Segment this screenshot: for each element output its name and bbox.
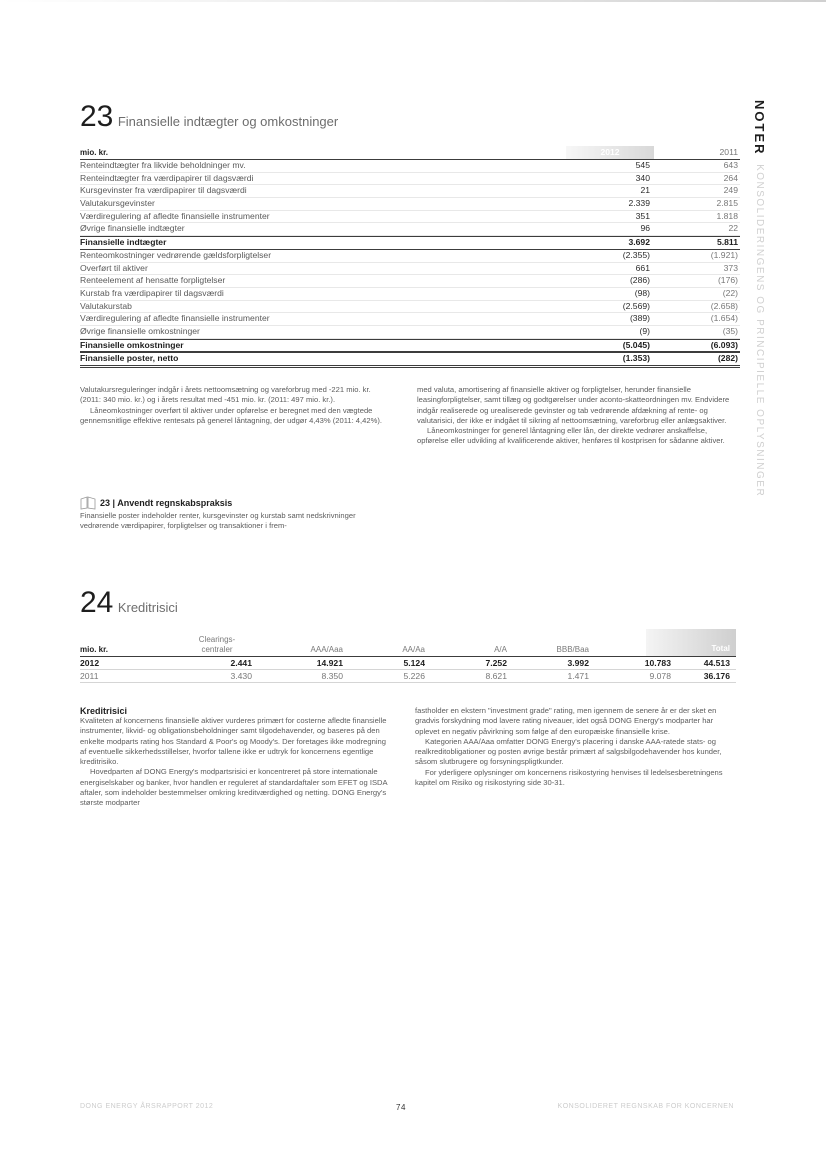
- row-label: Renteomkostninger vedrørende gældsforpligtelser: [80, 249, 272, 260]
- cell-value: 10.783: [644, 658, 671, 668]
- note24-number: 24: [80, 586, 114, 619]
- note24-text-left-block: [80, 706, 390, 809]
- cell-value: 5.226: [403, 671, 425, 681]
- side-label-light: KONSOLIDERINGENS OG PRINCIPIELLE OPLYSNINGER: [754, 164, 765, 498]
- top-rule: [0, 0, 826, 2]
- cell-value: 7.252: [485, 658, 507, 668]
- policy-block: [80, 496, 390, 532]
- page-number: 74: [396, 1103, 406, 1112]
- column-header: AA/Aa: [402, 645, 425, 654]
- row-label: Kursgevinster fra værdipapirer til dagsværdi: [80, 185, 247, 196]
- note23-title: Finansielle indtægter og omkostninger: [117, 114, 339, 129]
- table-row: [80, 211, 740, 224]
- table-row: [80, 185, 740, 198]
- table-header-row: [80, 146, 740, 160]
- table-row: [80, 301, 740, 314]
- paragraph: Låneomkostninger for generel låntagning eller lån, der direkte vedrører anskaffelse, opførelse eller udvikling af kvalificerende aktiver, henføres til kostprisen for sådanne aktiver.: [417, 426, 725, 446]
- row-label: Kurstab fra værdipapirer til dagsværdi: [80, 287, 224, 298]
- side-section-label: [752, 100, 776, 498]
- value-2012: 545: [635, 160, 650, 170]
- value-2011: 249: [723, 185, 738, 196]
- table-row: [80, 288, 740, 301]
- table-row: [80, 160, 740, 173]
- row-label: Valutakurstab: [80, 300, 132, 311]
- value-2011: (2.658): [710, 300, 738, 311]
- table-row: [80, 223, 740, 236]
- value-2012: (2.569): [622, 300, 650, 311]
- value-2012: 2.339: [628, 198, 650, 209]
- row-label: Værdiregulering af afledte finansielle instrumenter: [80, 210, 270, 221]
- col-2012-header: 2012: [566, 146, 654, 159]
- column-header: Total: [646, 629, 736, 656]
- value-2012: (9): [639, 325, 650, 336]
- note24-table: [80, 628, 736, 683]
- row-label: Værdiregulering af afledte finansielle instrumenter: [80, 313, 270, 324]
- note24-heading: [80, 586, 178, 620]
- cell-value: 3.992: [567, 658, 589, 668]
- note23-text-left: [80, 385, 390, 426]
- row-year: 2012: [80, 658, 100, 668]
- row-label: Øvrige finansielle omkostninger: [80, 325, 200, 336]
- table-row: [80, 352, 740, 368]
- cell-value: 8.350: [321, 671, 343, 681]
- value-2011: 5.811: [716, 237, 738, 248]
- cell-value: 8.621: [485, 671, 507, 681]
- cell-value: 2.441: [230, 658, 252, 668]
- row-label: Valutakursgevinster: [80, 198, 155, 209]
- note23-number: 23: [80, 100, 114, 133]
- value-2011: (282): [717, 353, 738, 364]
- cell-value: 14.921: [316, 658, 343, 668]
- paragraph: Kvaliteten af koncernens finansielle aktiver vurderes primært for costerne afledte finansielle instrumenter, likvid- og obligationsbeholdninger samt tilgodehavender, og baseres på den enkelte modparts rating hos Standard & Poor's og Moody's. Der foretages ikke modregning af eventuelle sikkerhedsstillelser, hvorfor tallene ikke er udtryk for koncernens egentlige kreditrisiko.: [80, 716, 387, 767]
- value-2012: 340: [635, 172, 650, 183]
- paragraph: Kategorien AAA/Aaa omfatter DONG Energy's placering i danske AAA-ratede stats- og realkreditobligationer og posten øvrige består primært af salgsbilgodehavender hos kunder, såsom slutbrugere og forsyningspligtkunder.: [415, 736, 722, 767]
- table-row: [80, 326, 740, 339]
- value-2011: 22: [728, 223, 738, 234]
- side-label-bold: NOTER: [752, 100, 767, 156]
- row-label: Finansielle omkostninger: [80, 339, 184, 350]
- value-2012: (389): [629, 313, 650, 324]
- table-row: [80, 236, 740, 250]
- row-year: 2011: [80, 671, 99, 681]
- row-label: Renteindtægter fra likvide beholdninger mv.: [80, 160, 246, 170]
- table-row: [80, 313, 740, 326]
- credit-risk-heading: Kreditrisici: [80, 706, 128, 716]
- column-header: Clearings- centraler: [198, 635, 236, 654]
- column-header: AAA/Aaa: [310, 645, 343, 654]
- value-2012: 3.692: [628, 237, 650, 248]
- unit-header: mio. kr.: [80, 148, 109, 157]
- value-2011: (176): [717, 275, 738, 286]
- policy-heading: 23 | Anvendt regnskabspraksis: [100, 498, 233, 508]
- cell-value: 5.124: [403, 658, 425, 668]
- paragraph: Valutakursreguleringer indgår i årets nettoomsætning og vareforbrug med -221 mio. kr. (2011: 340 mio. kr.) og i årets resultat med -451 mio. kr. (2011: 497 mio. kr.).: [80, 385, 371, 405]
- row-label: Finansielle indtægter: [80, 237, 167, 248]
- paragraph: fastholder en ekstern "investment grade" rating, men igennem de senere år er der sket en gradvis forskydning mod lavere rating niveauer, idet også DONG Energy's modparter har oplevet en negativ påvirkning som følge af den europæiske finansielle krise.: [415, 706, 717, 736]
- note23-text-right: [417, 385, 739, 447]
- value-2011: 373: [723, 262, 738, 273]
- row-label: Renteindtægter fra værdipapirer til dagsværdi: [80, 172, 254, 183]
- table-row: [80, 198, 740, 211]
- value-2012: (98): [634, 287, 650, 298]
- col-2011-header: 2011: [719, 147, 738, 157]
- cell-value: 3.430: [230, 671, 252, 681]
- footer-right: KONSOLIDERET REGNSKAB FOR KONCERNEN: [557, 1103, 734, 1110]
- value-2011: 1.818: [716, 210, 738, 221]
- table-row: [80, 670, 736, 683]
- value-2011: (1.921): [710, 249, 738, 260]
- unit-header: mio. kr.: [80, 645, 109, 654]
- table-row: [80, 657, 736, 670]
- note23-heading: [80, 100, 338, 134]
- table-row: [80, 339, 740, 353]
- value-2012: (5.045): [622, 339, 650, 350]
- row-label: Renteelement af hensatte forpligtelser: [80, 275, 226, 286]
- value-2012: 96: [640, 223, 650, 234]
- cell-value: 9.078: [649, 671, 671, 681]
- value-2011: 643: [723, 160, 738, 170]
- column-header: BBB/Baa: [556, 645, 589, 654]
- table-row: [80, 275, 740, 288]
- note24-title: Kreditrisici: [117, 600, 178, 615]
- value-2011: (22): [722, 287, 738, 298]
- policy-text: Finansielle poster indeholder renter, kursgevinster og kurstab samt nedskrivninger vedrørende værdipapirer, forpligtelser og transaktioner i frem-: [80, 511, 356, 531]
- paragraph: Hovedparten af DONG Energy's modpartsrisici er koncentreret på store internationale energiselskaber og banker, hvor handlen er reguleret af standardaftaler som EFET og ISDA aftaler, som indeholder bestemmelser omkring kreditværdighed og netting. DONG Energy's største modparter: [80, 767, 388, 808]
- note23-table: [80, 146, 740, 368]
- row-label: Øvrige finansielle indtægter: [80, 223, 185, 234]
- row-label: Finansielle poster, netto: [80, 353, 179, 364]
- value-2011: (1.654): [710, 313, 738, 324]
- value-2011: 264: [723, 172, 738, 183]
- value-2011: 2.815: [716, 198, 738, 209]
- column-header: A/A: [494, 645, 507, 654]
- value-2012: 661: [635, 262, 650, 273]
- value-2011: (35): [722, 325, 738, 336]
- footer-left: DONG ENERGY ÅRSRAPPORT 2012: [80, 1103, 214, 1110]
- paragraph: For yderligere oplysninger om koncernens risikostyring henvises til ledelsesberetningens kapitel om Risiko og risikostyring side 30-31.: [415, 767, 723, 788]
- value-2012: 351: [635, 210, 650, 221]
- value-2012: (286): [629, 275, 650, 286]
- paragraph: med valuta, amortisering af finansielle aktiver og forpligtelser, herunder finansielle leasingforpligtelser, samt tillæg og godtgørelser under aconto-skatteordningen mv. Endvidere indgår realiserede og urealiserede gevinster og tab vedrørende afdækning af rente- og valutarisici, der ikke er indgået til sikring af nettoomsætning, vareforbrug eller anlægsaktiver.: [417, 385, 730, 425]
- cell-value: 44.513: [703, 658, 730, 668]
- note24-text-right: [415, 706, 737, 788]
- paragraph: Låneomkostninger overført til aktiver under opførelse er beregnet med den vægtede gennemsnitlige effektive rentesats på generel låntagning, der udgør 4,43% (2011: 4,42%).: [80, 405, 382, 425]
- value-2011: (6.093): [710, 339, 738, 350]
- value-2012: (1.353): [622, 353, 650, 364]
- book-icon: [80, 496, 96, 510]
- cell-value: 1.471: [567, 671, 589, 681]
- table-row: [80, 250, 740, 263]
- table-row: [80, 263, 740, 276]
- cell-value: 36.176: [703, 671, 730, 681]
- table-header-row: [80, 628, 736, 657]
- value-2012: (2.355): [622, 249, 650, 260]
- row-label: Overført til aktiver: [80, 262, 148, 273]
- table-row: [80, 173, 740, 186]
- value-2012: 21: [640, 185, 650, 196]
